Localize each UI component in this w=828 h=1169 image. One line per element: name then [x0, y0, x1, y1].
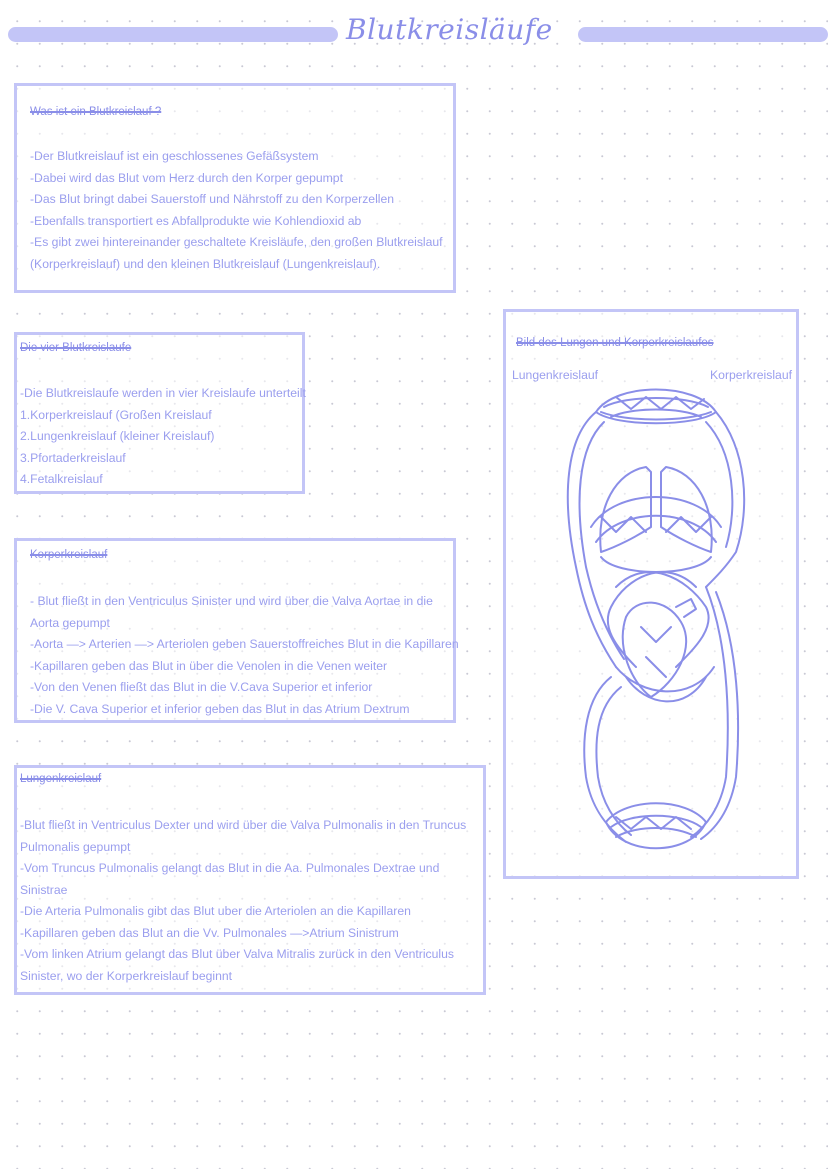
- section-lines: [30, 146, 443, 275]
- label-systemic: Korperkreislauf: [710, 368, 792, 382]
- text-line: 4.Fetalkreislauf: [20, 472, 103, 486]
- text-line: - Blut fließt in den Ventriculus Sinister und wird über die Valva Aortae in die: [30, 594, 433, 608]
- text-line: (Korperkreislauf) und den kleinen Blutkreislauf (Lungenkreislauf).: [30, 256, 381, 271]
- text-line: -Das Blut bringt dabei Sauerstoff und Nährstoff zu den Korperzellen: [30, 192, 395, 206]
- label-pulmonary: Lungenkreislauf: [512, 368, 599, 382]
- text-line: Aorta gepumpt: [30, 615, 110, 630]
- text-line: -Die Arteria Pulmonalis gibt das Blut uber die Arteriolen an die Kapillaren: [20, 904, 411, 918]
- text-line: 2.Lungenkreislauf (kleiner Kreislauf): [20, 429, 215, 443]
- page-title: Blutkreisläufe: [346, 13, 553, 46]
- text-line: -Dabei wird das Blut vom Herz durch den Korper gepumpt: [30, 170, 343, 185]
- circulation-diagram-icon: [556, 377, 756, 867]
- figure-heading: Bild des Lungen und Korperkreislaufes: [516, 337, 714, 349]
- text-line: -Kapillaren geben das Blut in über die Venolen in die Venen weiter: [30, 658, 388, 673]
- text-line: -Die V. Cava Superior et inferior geben das Blut in das Atrium Dextrum: [30, 701, 410, 716]
- text-line: -Der Blutkreislauf ist ein geschlossenes Gefäßsystem: [30, 149, 319, 163]
- text-line: -Es gibt zwei hintereinander geschaltete Kreisläufe, den großen Blutkreislauf: [30, 235, 443, 249]
- text-line: Pulmonalis gepumpt: [20, 839, 131, 854]
- section-what-is-circulation: [14, 83, 456, 293]
- text-line: -Von den Venen fließt das Blut in die V.Cava Superior et inferior: [30, 680, 373, 694]
- section-lines: [30, 591, 459, 720]
- section-heading: Lungenkreislauf: [20, 773, 102, 785]
- text-line: 1.Korperkreislauf (Großen Kreislauf: [20, 407, 212, 422]
- figure-circulation: [503, 309, 799, 879]
- section-four-circulations: [14, 332, 305, 494]
- text-line: 3.Pfortaderkreislauf: [20, 450, 126, 465]
- title-decoration-left: [8, 27, 338, 42]
- text-line: -Vom Truncus Pulmonalis gelangt das Blut in die Aa. Pulmonales Dextrae und: [20, 861, 440, 875]
- text-line: -Ebenfalls transportiert es Abfallprodukte wie Kohlendioxid ab: [30, 213, 362, 228]
- title-decoration-right: [578, 27, 828, 42]
- text-line: Sinister, wo der Korperkreislauf beginnt: [20, 968, 233, 983]
- text-line: -Die Blutkreislaufe werden in vier Kreislaufe unterteilt: [20, 386, 306, 400]
- section-heading: Korperkreislauf: [30, 549, 108, 561]
- title-bar: [8, 13, 826, 46]
- section-lines: [20, 815, 466, 987]
- text-line: Sinistrae: [20, 882, 68, 897]
- section-pulmonary-circulation: [14, 765, 486, 995]
- text-line: -Aorta —> Arterien —> Arteriolen geben Sauerstoffreiches Blut in die Kapillaren: [30, 637, 459, 651]
- section-heading: Die vier Blutkreislaufe: [20, 342, 132, 354]
- section-lines: [20, 383, 306, 491]
- text-line: -Blut fließt in Ventriculus Dexter und wird über die Valva Pulmonalis in den Truncus: [20, 818, 467, 832]
- section-systemic-circulation: [14, 538, 459, 723]
- text-line: -Vom linken Atrium gelangt das Blut über Valva Mitralis zurück in den Ventriculus: [20, 947, 454, 961]
- text-line: -Kapillaren geben das Blut an die Vv. Pulmonales —>Atrium Sinistrum: [20, 925, 399, 940]
- section-heading: Was ist ein Blutkreislauf ?: [30, 106, 162, 118]
